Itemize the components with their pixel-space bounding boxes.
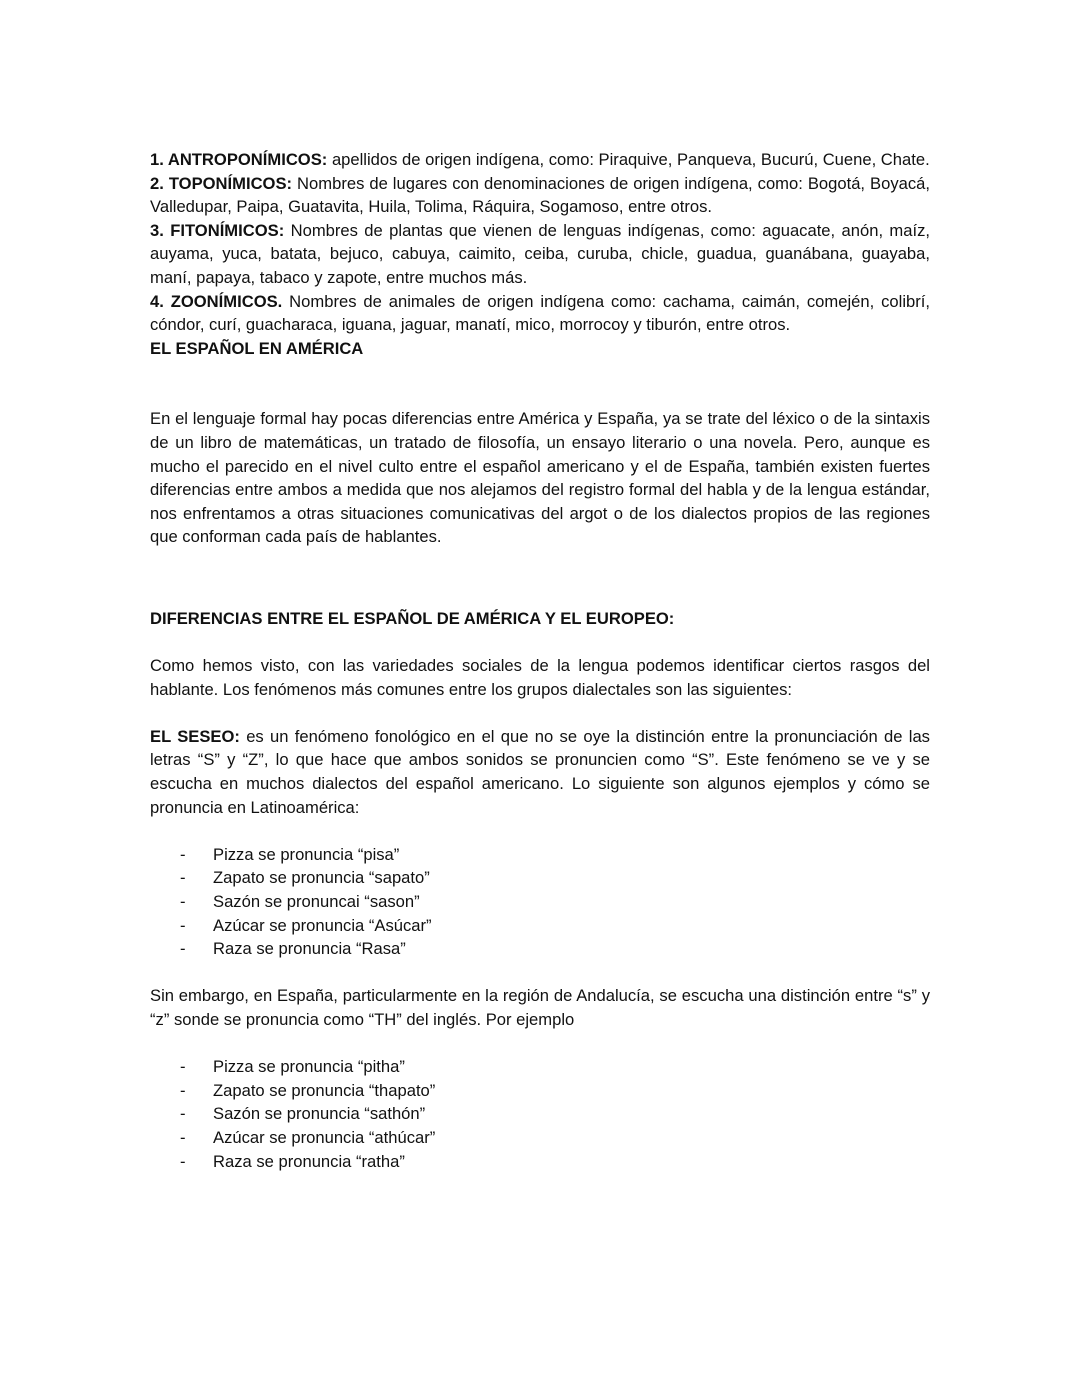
bullet-dash: - xyxy=(180,1151,186,1171)
spain-intro-paragraph: Sin embargo, en España, particularmente en la región de Andalucía, se escucha una distinción entre “s” y “z” sonde se pronuncia como “TH” del inglés. Por ejemplo xyxy=(150,986,930,1029)
list-item: - Azúcar se pronuncia “Asúcar” xyxy=(150,914,930,938)
spacer xyxy=(150,701,930,725)
bullet-dash: - xyxy=(180,939,186,959)
bullet-dash: - xyxy=(180,844,186,864)
category-zoonyms xyxy=(150,290,930,337)
list-item: - Zapato se pronuncia “sapato” xyxy=(150,866,930,890)
category-text: apellidos de origen indígena, como: Piraquive, Panqueva, Bucurú, Cuene, Chate. xyxy=(327,150,930,169)
seseo-text: es un fenómeno fonológico en el que no se oye la distinción entre la pronunciación de las letras “S” y “Z”, lo que hace que ambos sonidos se pronuncien como “S”. Este fenómeno se ve y se escucha en muchos dialectos del español americano. Lo siguiente son algunos ejemplos y cómo se pronuncia en Latinoamérica: xyxy=(150,726,930,817)
list-item: - Zapato se pronuncia “thapato” xyxy=(150,1079,930,1103)
bullet-dash: - xyxy=(180,892,186,912)
category-label: 2. TOPONÍMICOS: xyxy=(150,173,293,193)
category-text: Nombres de lugares con denominaciones de origen indígena, como: Bogotá, Boyacá, Valledupar, Paipa, Guatavita, Huila, Tolima, Ráquira, Sogamoso, entre otros. xyxy=(150,173,930,217)
category-text: Nombres de animales de origen indígena como: cachama, caimán, comején, colibrí, cóndor, curí, guacharaca, iguana, jaguar, manatí, mico, morrocoy y tiburón, entre otros. xyxy=(150,291,930,335)
category-text: Nombres de plantas que vienen de lenguas indígenas, como: aguacate, anón, maíz, auyama, yuca, batata, bejuco, cabuya, caimito, ceiba, curuba, chicle, guadua, guanábana, guayaba, maní, papaya, tabaco y zapote, entre muchos más. xyxy=(150,220,930,287)
spanish-in-america-paragraph: En el lenguaje formal hay pocas diferencias entre América y España, ya se trate del léxico o de la sintaxis de un libro de matemáticas, un tratado de filosofía, un ensayo literario o una novela. Pero, aunque es mucho el parecido en el nivel culto entre el español americano y el de España, también existen fuertes diferencias entre ambos a medida que nos alejamos del registro formal del habla y de la lengua estándar, nos enfrentamos a otras situaciones comunicativas del argot o de los dialectos propios de las regiones que conforman cada país de hablantes. xyxy=(150,409,930,547)
spacer xyxy=(150,360,930,407)
section-heading-differences: DIFERENCIAS ENTRE EL ESPAÑOL DE AMÉRICA Y EL EUROPEO: xyxy=(150,608,675,628)
bullet-dash: - xyxy=(180,1104,186,1124)
bullet-dash: - xyxy=(180,1057,186,1077)
list-item: - Sazón se pronuncai “sason” xyxy=(150,890,930,914)
category-anthroponyms xyxy=(150,148,930,172)
bullet-dash: - xyxy=(180,868,186,888)
bullet-dash: - xyxy=(180,1127,186,1147)
seseo-label: EL SESEO: xyxy=(150,726,240,746)
category-phytonyms xyxy=(150,219,930,290)
spacer xyxy=(150,819,930,843)
section-heading-spanish-in-america: EL ESPAÑOL EN AMÉRICA xyxy=(150,338,364,358)
latam-examples-list xyxy=(150,843,930,961)
list-item: - Pizza se pronuncia “pisa” xyxy=(150,843,930,867)
list-item: - Raza se pronuncia “Rasa” xyxy=(150,937,930,961)
list-item: - Sazón se pronuncia “sathón” xyxy=(150,1102,930,1126)
category-label: 3. FITONÍMICOS: xyxy=(150,220,285,240)
spain-examples-list xyxy=(150,1055,930,1173)
document-page xyxy=(150,148,930,1173)
spacer xyxy=(150,549,930,607)
bullet-dash: - xyxy=(180,915,186,935)
list-item: - Pizza se pronuncia “pitha” xyxy=(150,1055,930,1079)
bullet-dash: - xyxy=(180,1080,186,1100)
category-toponyms xyxy=(150,172,930,219)
spacer xyxy=(150,1032,930,1056)
seseo-paragraph xyxy=(150,725,930,819)
list-item: - Raza se pronuncia “ratha” xyxy=(150,1150,930,1174)
spacer xyxy=(150,961,930,985)
differences-intro-paragraph: Como hemos visto, con las variedades sociales de la lengua podemos identificar ciertos rasgos del hablante. Los fenómenos más comunes entre los grupos dialectales son las siguientes: xyxy=(150,656,930,699)
category-label: 4. ZOONÍMICOS. xyxy=(150,291,283,311)
list-item: - Azúcar se pronuncia “athúcar” xyxy=(150,1126,930,1150)
spacer xyxy=(150,631,930,655)
category-label: 1. ANTROPONÍMICOS: xyxy=(150,150,328,169)
